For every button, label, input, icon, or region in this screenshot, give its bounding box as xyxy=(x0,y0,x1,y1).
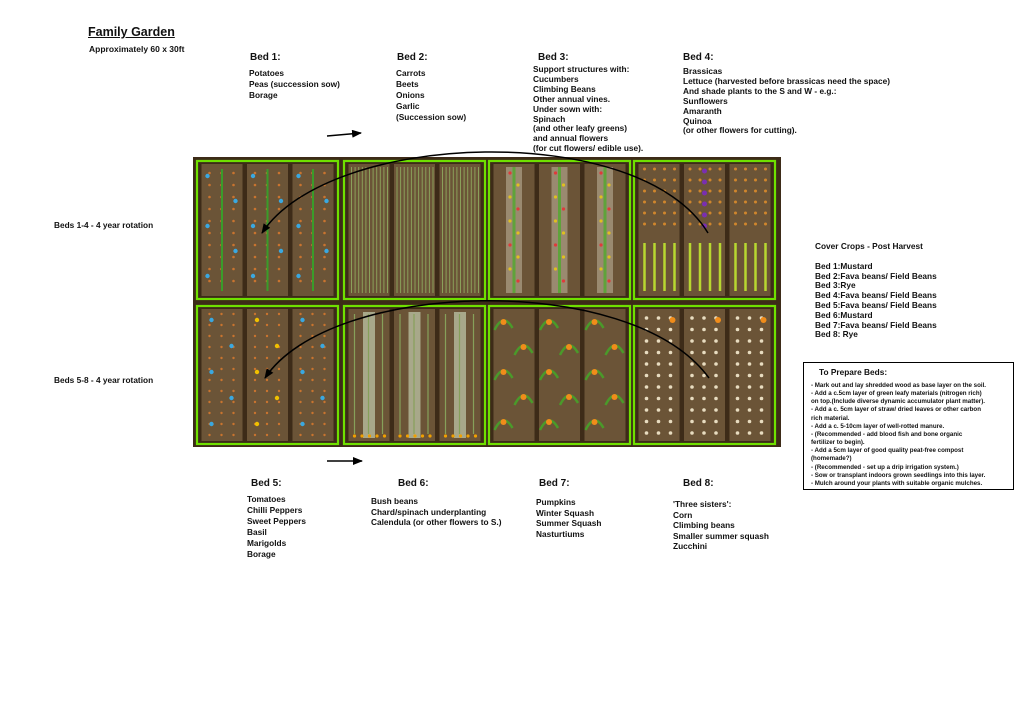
prepare-line: rich material. xyxy=(811,414,850,422)
garden-bed-1 xyxy=(197,161,338,299)
bed-3-line: Other annual vines. xyxy=(533,93,610,104)
bed-5-line: Marigolds xyxy=(247,538,287,548)
bed-7-label: Bed 7: xyxy=(539,478,570,489)
cover-crop-item: Bed 4:Fava beans/ Field Beans xyxy=(815,290,937,301)
garden-bed-8 xyxy=(634,306,775,444)
bed-6-line: Chard/spinach underplanting xyxy=(371,506,487,517)
cover-crop-item: Bed 7:Fava beans/ Field Beans xyxy=(815,319,937,330)
prepare-line: - Add a c. 5-10cm layer of well-rotted manure. xyxy=(811,422,945,430)
bed-1-label: Bed 1: xyxy=(250,52,281,63)
bed-1-line: Peas (succession sow) xyxy=(249,79,340,89)
bed-3-line: Climbing Beans xyxy=(533,83,596,94)
bed-3-line: (and other leafy greens) xyxy=(533,123,628,134)
bed-8-notes xyxy=(673,499,769,552)
bed-8-line: Zucchini xyxy=(673,541,708,551)
prepare-line: - Add a c.5cm layer of green leafy materials (nitrogen rich) xyxy=(811,390,982,398)
cover-crops xyxy=(815,242,937,340)
bed-8-line: 'Three sisters': xyxy=(673,499,732,509)
bed-2-line: Onions xyxy=(396,90,425,100)
prepare-line: - (Recommended - add blood fish and bone organic xyxy=(811,430,963,438)
bed-6-notes xyxy=(371,496,501,528)
page-subtitle: Approximately 60 x 30ft xyxy=(89,44,185,54)
prepare-line: (homemade?) xyxy=(811,455,852,463)
cover-crops-heading: Cover Crops - Post Harvest xyxy=(815,241,923,251)
bed-3-line: Support structures with: xyxy=(533,64,630,74)
cover-crop-item: Bed 5:Fava beans/ Field Beans xyxy=(815,299,937,310)
bed-5-line: Borage xyxy=(247,549,276,559)
garden-bed-3 xyxy=(489,161,630,299)
bed-3-line: Spinach xyxy=(533,113,566,124)
bed-5-line: Basil xyxy=(247,527,267,537)
rotation-label-top: Beds 1-4 - 4 year rotation xyxy=(54,220,154,230)
bed-4-line: Amaranth xyxy=(683,105,722,116)
prepare-line: - Mark out and lay shredded wood as base layer on the soil. xyxy=(811,382,987,389)
prepare-beds-box xyxy=(803,362,1014,490)
bed-4-line: Sunflowers xyxy=(683,95,728,106)
garden-bed-2 xyxy=(344,161,485,299)
prepare-line: on top.(Include diverse dynamic accumulator plant matter). xyxy=(811,398,985,406)
bed-8-line: Corn xyxy=(673,509,693,520)
garden-bed-4 xyxy=(634,161,775,299)
cover-crop-item: Bed 2:Fava beans/ Field Beans xyxy=(815,270,937,281)
bed-2-line: Garlic xyxy=(396,101,420,111)
bed-1-line: Borage xyxy=(249,90,278,100)
bed-4-line: (or other flowers for cutting). xyxy=(683,125,797,136)
bed-8-label: Bed 8: xyxy=(683,478,714,489)
prepare-line: - Add a c. 5cm layer of straw/ dried leaves or other carbon xyxy=(811,406,981,414)
bed-5-line: Tomatoes xyxy=(247,494,286,504)
bed-5-line: Chilli Peppers xyxy=(247,505,303,515)
bed-1-line: Potatoes xyxy=(249,68,285,78)
direction-arrow-top xyxy=(327,133,361,136)
bed-3-line: (for cut flowers/ edible use). xyxy=(533,143,644,154)
bed-3-line: Under sown with: xyxy=(533,103,603,114)
cover-crop-item: Bed 1:Mustard xyxy=(815,260,873,271)
cover-crop-item: Bed 3:Rye xyxy=(815,280,856,291)
bed-8-line: Smaller summer squash xyxy=(673,530,769,541)
cover-crop-item: Bed 6:Mustard xyxy=(815,309,873,320)
bed-2-line: (Succession sow) xyxy=(396,112,467,122)
bed-6-line: Calendula (or other flowers to S.) xyxy=(371,517,502,527)
bed-3-line: and annual flowers xyxy=(533,133,609,144)
garden-bed-6 xyxy=(344,306,485,444)
prepare-line: - Sow or transplant indoors grown seedlings into this layer. xyxy=(811,471,986,479)
bed-3-label: Bed 3: xyxy=(538,52,569,63)
bed-4-line: Brassicas xyxy=(683,66,723,76)
bed-4-line: Quinoa xyxy=(683,115,712,126)
bed-5-label: Bed 5: xyxy=(251,478,282,489)
bed-6-line: Bush beans xyxy=(371,496,419,506)
bed-5-line: Sweet Peppers xyxy=(247,516,307,526)
bed-7-line: Summer Squash xyxy=(536,518,602,528)
bed-2-line: Carrots xyxy=(396,68,426,78)
bed-7-line: Winter Squash xyxy=(536,507,595,518)
bed-6-label: Bed 6: xyxy=(398,478,429,489)
bed-2-line: Beets xyxy=(396,79,419,89)
bed-8-line: Climbing beans xyxy=(673,520,735,530)
garden-bed-7 xyxy=(489,306,630,444)
bed-7-line: Pumpkins xyxy=(536,497,576,507)
bed-5-notes xyxy=(247,494,306,560)
prepare-line: - Mulch around your plants with suitable organic mulches. xyxy=(811,479,983,487)
bed-7-line: Nasturtiums xyxy=(536,528,585,539)
bed-4-label: Bed 4: xyxy=(683,52,714,63)
bed-3-line: Cucumbers xyxy=(533,73,579,84)
prepare-beds-heading: To Prepare Beds: xyxy=(819,367,888,377)
cover-crop-item: Bed 8: Rye xyxy=(815,329,858,340)
bed-7-notes xyxy=(536,497,601,539)
bed-2-label: Bed 2: xyxy=(397,52,428,63)
prepare-line: - Add a 5cm layer of good quality peat-free compost xyxy=(811,447,964,455)
page-title: Family Garden xyxy=(88,25,175,39)
bed-4-line: Lettuce (harvested before brassicas need the space) xyxy=(683,75,891,86)
bed-4-line: And shade plants to the S and W - e.g.: xyxy=(683,85,837,96)
rotation-label-bottom: Beds 5-8 - 4 year rotation xyxy=(54,375,154,385)
prepare-line: - (Recommended - set up a drip irrigation system.) xyxy=(811,463,959,471)
prepare-line: fertilizer to begin). xyxy=(811,439,865,447)
